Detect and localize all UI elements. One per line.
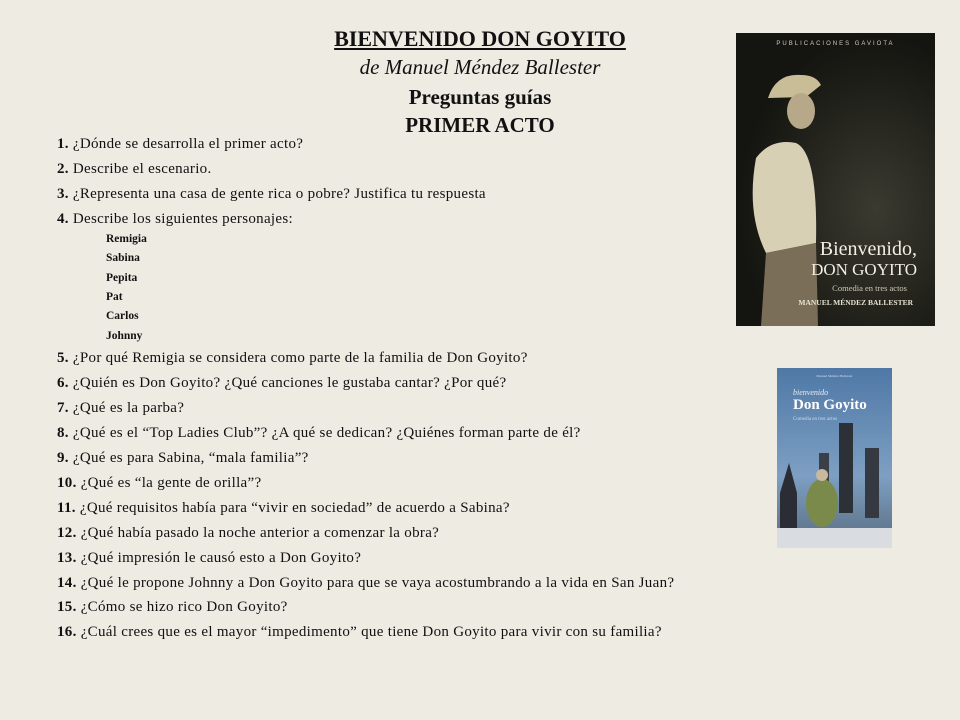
question-text: ¿Por qué Remigia se considera como parte de la familia de Don Goyito? — [72, 350, 528, 366]
question-number: 5. — [57, 350, 69, 366]
question-text: Describe el escenario. — [72, 161, 212, 177]
cover2-subtitle: Comedia en tres actos — [793, 417, 838, 422]
author-line: de Manuel Méndez Ballester — [359, 55, 601, 79]
cover2-author: Manuel Méndez Ballester — [816, 374, 853, 378]
question-text: ¿Qué requisitos había para “vivir en sociedad” de acuerdo a Sabina? — [79, 500, 510, 516]
cover-author: MANUEL MÉNDEZ BALLESTER — [798, 298, 913, 307]
question-item — [57, 500, 510, 517]
question-item — [57, 350, 528, 367]
question-number: 3. — [57, 186, 69, 202]
question-item — [57, 425, 581, 442]
question-number: 16. — [57, 624, 77, 640]
question-item — [57, 624, 662, 641]
question-item — [57, 136, 303, 153]
question-item — [57, 475, 261, 492]
question-item — [57, 211, 293, 228]
question-number: 12. — [57, 525, 77, 541]
question-item — [57, 450, 309, 467]
question-text: ¿Cómo se hizo rico Don Goyito? — [80, 599, 288, 615]
question-number: 13. — [57, 550, 77, 566]
question-text: Describe los siguientes personajes: — [72, 211, 293, 227]
book-cover-image-2 — [777, 368, 892, 548]
question-item — [57, 550, 361, 567]
question-text: ¿Qué impresión le causó esto a Don Goyito? — [80, 550, 362, 566]
city-musician-illustration — [777, 423, 892, 548]
question-text: ¿Qué es la parba? — [72, 400, 185, 416]
question-number: 7. — [57, 400, 69, 416]
question-text: ¿Qué había pasado la noche anterior a comenzar la obra? — [80, 525, 440, 541]
question-number: 4. — [57, 211, 69, 227]
character-item: Johnny — [106, 329, 143, 342]
character-item: Pepita — [106, 271, 138, 284]
cover-subtitle: Comedia en tres actos — [832, 283, 907, 293]
book-cover-image-1 — [736, 33, 935, 326]
cover2-title-1: bienvenido — [793, 388, 829, 397]
question-number: 11. — [57, 500, 76, 516]
cover-publisher: PUBLICACIONES GAVIOTA — [776, 41, 895, 47]
question-item — [57, 186, 486, 203]
question-text: ¿Qué es el “Top Ladies Club”? ¿A qué se dedican? ¿Quiénes forman parte de él? — [72, 425, 581, 441]
question-number: 8. — [57, 425, 69, 441]
question-number: 14. — [57, 575, 77, 591]
question-text: ¿Representa una casa de gente rica o pobre? Justifica tu respuesta — [72, 186, 486, 202]
question-item — [57, 161, 212, 178]
question-text: ¿Qué le propone Johnny a Don Goyito para que se vaya acostumbrando a la vida en San Juan? — [80, 575, 675, 591]
subtitle: Preguntas guías — [408, 85, 552, 109]
title-text: BIENVENIDO DON GOYITO — [334, 26, 626, 51]
question-number: 6. — [57, 375, 69, 391]
question-text: ¿Cuál crees que es el mayor “impedimento” que tiene Don Goyito para vivir con su familia? — [80, 624, 662, 640]
question-item — [57, 400, 184, 417]
cover-title-1: Bienvenido, — [819, 238, 917, 260]
question-item — [57, 599, 288, 616]
question-number: 1. — [57, 136, 69, 152]
question-number: 2. — [57, 161, 69, 177]
character-item: Pat — [106, 290, 123, 303]
question-number: 15. — [57, 599, 77, 615]
cover-title-2: DON GOYITO — [811, 260, 917, 279]
question-text: ¿Qué es “la gente de orilla”? — [80, 475, 262, 491]
character-item: Sabina — [106, 252, 140, 265]
question-text: ¿Quién es Don Goyito? ¿Qué canciones le gustaba cantar? ¿Por qué? — [72, 375, 507, 391]
section-heading: PRIMER ACTO — [405, 113, 555, 137]
question-item — [57, 575, 674, 592]
character-item: Remigia — [106, 233, 147, 245]
question-text: ¿Dónde se desarrolla el primer acto? — [72, 136, 304, 152]
question-number: 9. — [57, 450, 69, 466]
character-item: Carlos — [106, 310, 139, 323]
man-with-hat-illustration — [746, 63, 846, 326]
question-number: 10. — [57, 475, 77, 491]
question-item — [57, 375, 506, 392]
cover2-title-2: Don Goyito — [793, 397, 867, 413]
question-item — [57, 525, 439, 542]
page-title — [280, 26, 680, 52]
question-text: ¿Qué es para Sabina, “mala familia”? — [72, 450, 309, 466]
